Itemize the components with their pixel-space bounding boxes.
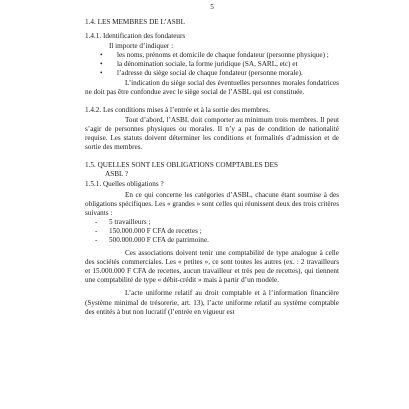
paragraph-categories: En ce qui concerne les catégories d’ASBL, chacune étant soumise à des obligations spécifiques. Les « grandes » sont celles qui réunissent deux des trois critères suivants : <box>85 190 339 217</box>
dash-icon: - <box>95 235 98 244</box>
paragraph-conditions: Tout d’abord, l’ASBL doit comporter au minimum trois membres. Il peut s’agir de personnes physiques ou morales. Il n’y a pas de condition de nationalité requise. Les statuts doivent déterminer les conditions et formalités d’admission et de sortie des membres. <box>85 115 339 152</box>
section-title-line: ASBL ? <box>105 170 129 179</box>
subsection-title-1-4-2: 1.4.2. Les conditions mises à l’entrée et à la sortie des membres. <box>85 105 271 114</box>
section-title-line: 1.5. QUELLES SONT LES OBLIGATIONS COMPTABLES DES <box>85 161 278 170</box>
section-title-1-4: 1.4. LES MEMBRES DE L’ASBL <box>85 18 185 26</box>
list-item-text: 500.000.000 F CFA de patrimoine. <box>109 235 209 244</box>
bullet-icon: • <box>100 60 103 69</box>
list-item <box>100 51 339 60</box>
list-item <box>95 227 339 236</box>
list-item <box>100 69 339 78</box>
paragraph-siege-social: L’indication du siège social des éventuelles personnes morales fondatrices ne doit pas être confondue avec le siège social de l’ASBL qui est constituée. <box>85 78 339 96</box>
subsection-title-1-4-1: 1.4.1. Identification des fondateurs <box>85 32 186 41</box>
criteria-list <box>85 218 339 245</box>
page-number: 5 <box>210 3 214 11</box>
paragraph-acte-uniforme: L’acte uniforme relatif au droit comptable et à l’information financière (Système minimal de trésorerie, art. 13), l’acte uniforme relatif au système comptable des entités à but non lucratif (l’entrée en vigueur est <box>85 289 339 316</box>
list-item-text: les noms, prénoms et domicile de chaque fondateur (personne physique) ; <box>117 51 329 60</box>
list-item-text: la dénomination sociale, la forme juridique (SA, SARL, etc) et <box>117 60 298 69</box>
paragraph-associations: Ces associations doivent tenir une comptabilité de type analogue à celle des sociétés commerciales. Les « petites », ce sont toutes les autres (ex. : 2 travailleurs et 15.000.000 F CFA de recettes, aucun travailleur et très peu de recettes), qui tiennent une comptabilité de type « débit-crédit » mais à partir d’un modèle. <box>85 249 339 285</box>
intro-text: Il importe d’indiquer : <box>109 42 174 51</box>
list-item <box>95 218 339 227</box>
subsection-title-1-5-1: 1.5.1. Quelles obligations ? <box>85 180 164 189</box>
list-item-text: 5 travailleurs ; <box>109 217 151 226</box>
dash-icon: - <box>95 217 98 226</box>
bullet-icon: • <box>100 69 103 78</box>
list-item <box>100 60 339 69</box>
bullet-icon: • <box>100 51 103 60</box>
founder-info-list <box>85 51 339 78</box>
list-item <box>95 236 339 245</box>
list-item-text: l’adresse du siège social de chaque fondateur (personne morale). <box>117 69 303 78</box>
dash-icon: - <box>95 226 98 235</box>
section-title-1-5 <box>85 161 339 179</box>
list-item-text: 150.000.000 F CFA de recettes ; <box>109 226 202 235</box>
